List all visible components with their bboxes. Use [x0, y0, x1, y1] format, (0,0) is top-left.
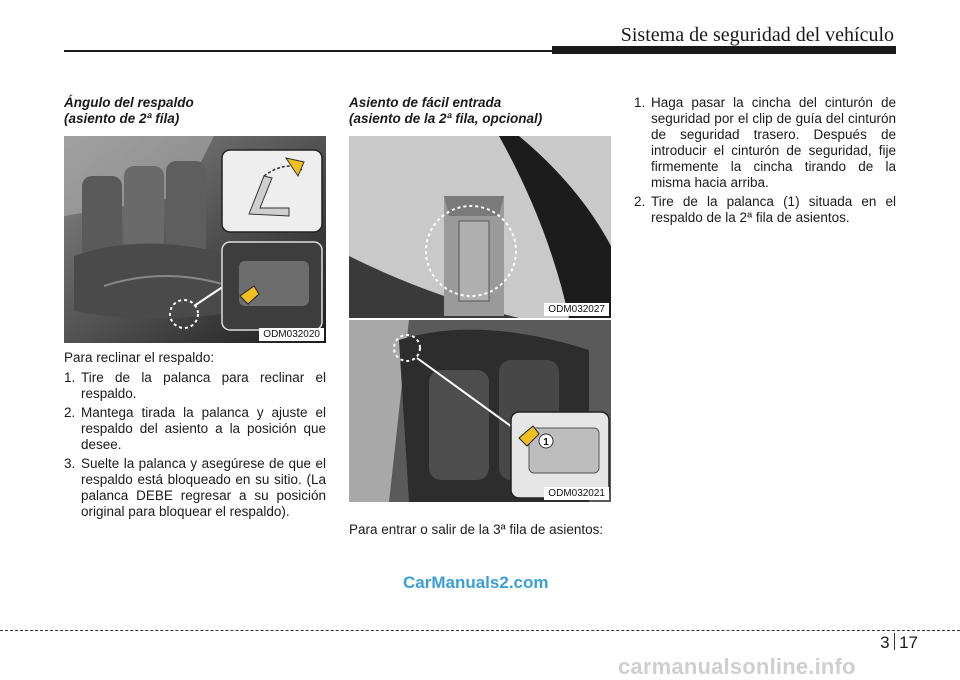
right-column-text: [634, 95, 896, 229]
seat-recline-illustration: [64, 136, 326, 343]
step-number: 2.: [64, 405, 76, 420]
page-number-value: 17: [899, 633, 918, 652]
list-item: [634, 194, 896, 226]
step-number: 3.: [64, 456, 76, 471]
callout-number: 1: [543, 437, 549, 448]
left-column-heading: [64, 95, 326, 127]
step-number: 1.: [64, 370, 76, 385]
step-text: Tire de la palanca (1) situada en el respaldo de la 2ª fila de asientos.: [651, 194, 896, 225]
step-text: Suelte la palanca y asegúrese de que el respaldo está bloqueado en su sitio. (La palanca DEBE regresar a su posición original para bloquear el respaldo).: [81, 456, 326, 519]
seat-recline-figure: [64, 136, 326, 343]
left-steps-list: [64, 370, 326, 520]
chapter-number: 3: [880, 633, 890, 652]
seatbelt-clip-illustration: [349, 136, 611, 318]
page-number: [880, 633, 918, 653]
header-rule-thick: [552, 46, 896, 54]
figure-code-middle-2: ODM032021: [544, 487, 609, 500]
step-number: 2.: [634, 194, 646, 209]
section-header-title: Sistema de seguridad del vehículo: [620, 24, 894, 46]
middle-title-line1: Asiento de fácil entrada: [349, 95, 502, 110]
page-number-separator: [894, 633, 896, 650]
easy-entry-figure: [349, 320, 611, 502]
left-column-text: [64, 350, 326, 523]
list-item: [64, 405, 326, 453]
middle-column-heading: [349, 95, 611, 127]
list-item: [64, 456, 326, 520]
header-rule-thin: [64, 50, 554, 52]
left-intro: Para reclinar el respaldo:: [64, 350, 215, 365]
right-steps-list: [634, 95, 896, 226]
middle-intro: Para entrar o salir de la 3ª fila de asientos:: [349, 522, 604, 537]
footer-dashed-rule: [0, 630, 960, 631]
left-title-line2: (asiento de 2ª fila): [64, 111, 180, 126]
easy-entry-illustration: [349, 320, 611, 502]
step-number: 1.: [634, 95, 646, 110]
step-text: Tire de la palanca para reclinar el respaldo.: [81, 370, 326, 401]
step-text: Mantega tirada la palanca y ajuste el respaldo del asiento a la posición que desee.: [81, 405, 326, 452]
watermark-link[interactable]: CarManuals2.com: [403, 573, 549, 592]
middle-title-line2: (asiento de la 2ª fila, opcional): [349, 111, 543, 126]
site-footer-link[interactable]: carmanualsonline.info: [618, 654, 856, 679]
list-item: [64, 370, 326, 402]
figure-code-left: ODM032020: [259, 328, 324, 341]
left-title-line1: Ángulo del respaldo: [64, 95, 194, 110]
figure-code-middle-1: ODM032027: [544, 303, 609, 316]
step-text: Haga pasar la cincha del cinturón de seguridad por el clip de guía del cinturón de seguridad trasero. Después de introducir el cinturón de seguridad, fije firmemente la cincha tirando de la misma hacia arriba.: [651, 95, 896, 190]
list-item: [634, 95, 896, 191]
seatbelt-clip-figure: [349, 136, 611, 318]
middle-column-text: [349, 522, 611, 538]
